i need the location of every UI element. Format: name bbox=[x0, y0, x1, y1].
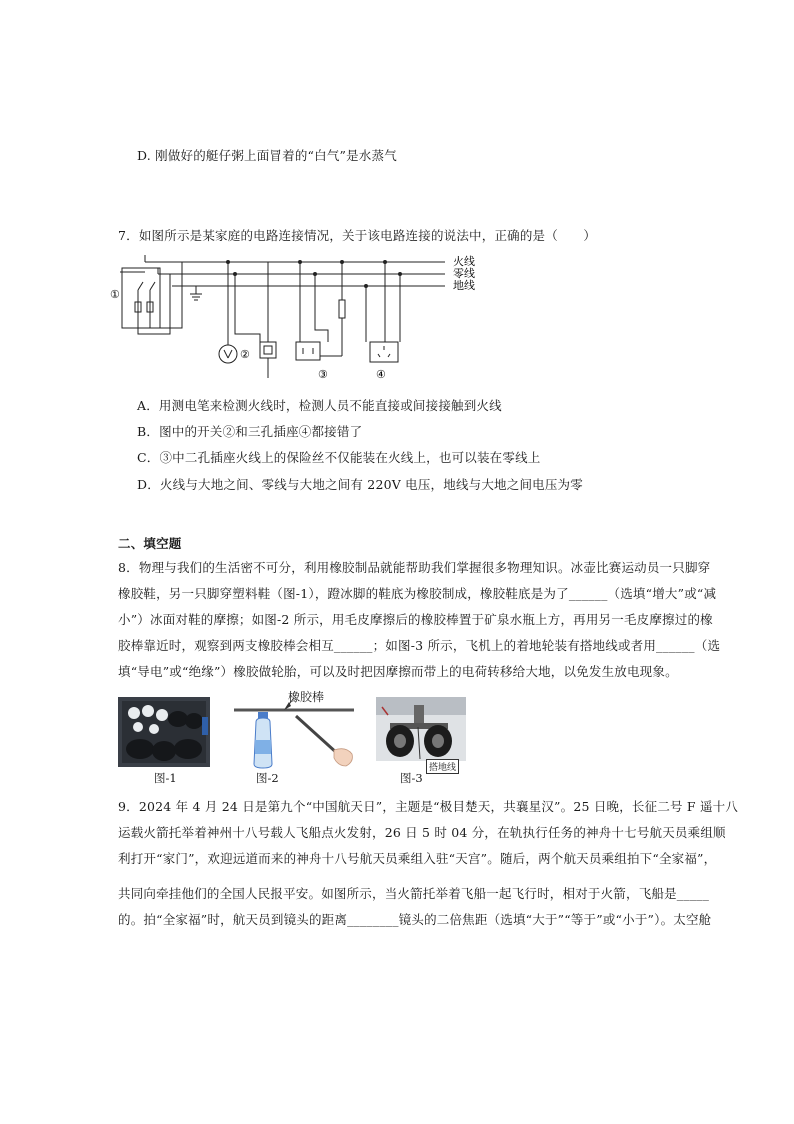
q7-option-a: A．用测电笔来检测火线时，检测人员不能直接或间接接触到火线 bbox=[137, 398, 502, 413]
q9-line-2: 运载火箭托举着神州十八号载人飞船点火发射，26 日 5 时 04 分，在轨执行任务的神舟十七号航天员乘组顺 bbox=[118, 825, 726, 840]
fig3-landing-gear-photo bbox=[376, 697, 466, 761]
earth-wire-label: 地线 bbox=[453, 279, 475, 292]
q8-line-4: 胶棒靠近时，观察到两支橡胶棒会相互______；如图-3 所示，飞机上的着地轮装有搭地线或者用______（选 bbox=[118, 638, 721, 653]
q6-option-d: D. 刚做好的艇仔粥上面冒着的“白气”是水蒸气 bbox=[137, 148, 397, 163]
fig2-rod-label: 橡胶棒 bbox=[288, 690, 325, 704]
live-wire-label: 火线 bbox=[453, 255, 475, 268]
fig2-caption: 图-2 bbox=[256, 771, 279, 785]
q7-option-b: B．图中的开关②和三孔插座④都接错了 bbox=[137, 424, 363, 439]
q7-stem: 7．如图所示是某家庭的电路连接情况，关于该电路连接的说法中，正确的是（ ） bbox=[118, 228, 597, 243]
q7-option-c: C．③中二孔插座火线上的保险丝不仅能装在火线上，也可以装在零线上 bbox=[137, 450, 541, 465]
marker-3: ③ bbox=[318, 368, 328, 380]
q8-line-1: 8．物理与我们的生活密不可分，利用橡胶制品就能帮助我们掌握很多物理知识。冰壶比赛运动员一只脚穿 bbox=[118, 560, 711, 575]
q8-line-3: 小”）冰面对鞋的摩擦；如图-2 所示，用毛皮摩擦后的橡胶棒置于矿泉水瓶上方，再用另一毛皮摩擦过的橡 bbox=[118, 612, 713, 627]
q9-line-4: 共同向牵挂他们的全国人民报平安。如图所示，当火箭托举着飞船一起飞行时，相对于火箭，飞船是_____ bbox=[118, 886, 710, 901]
fig3-caption: 图-3 bbox=[400, 771, 423, 785]
marker-4: ④ bbox=[376, 368, 386, 380]
q9-line-3: 利打开“家门”，欢迎远道而来的神舟十八号航天员乘组入驻“天宫”。随后，两个航天员乘组拍下“全家福”， bbox=[118, 851, 717, 866]
q9-line-1: 9．2024 年 4 月 24 日是第九个“中国航天日”，主题是“极目楚天，共襄星汉”。25 日晚，长征二号 F 遥十八 bbox=[118, 799, 739, 814]
q8-line-5: 填“导电”或“绝缘”）橡胶做轮胎，可以及时把因摩擦而带上的电荷转移给大地，以免发生放电现象。 bbox=[118, 664, 678, 679]
fig3-ground-wire-label: 搭地线 bbox=[426, 759, 459, 774]
q7-option-d: D．火线与大地之间、零线与大地之间有 220V 电压，地线与大地之间电压为零 bbox=[137, 477, 583, 492]
q9-line-5: 的。拍“全家福”时，航天员到镜头的距离________镜头的二倍焦距（选填“大于”“等于”或“小于”）。太空舱 bbox=[118, 912, 712, 927]
neutral-wire-label: 零线 bbox=[453, 267, 475, 280]
fig1-caption: 图-1 bbox=[154, 771, 177, 785]
circuit-diagram bbox=[110, 250, 490, 380]
q8-line-2: 橡胶鞋，另一只脚穿塑料鞋（图-1），蹬冰脚的鞋底为橡胶制成，橡胶鞋底是为了______（选填“增大”或“减 bbox=[118, 586, 717, 601]
marker-2: ② bbox=[240, 348, 250, 361]
section-title: 二、填空题 bbox=[118, 536, 182, 551]
marker-1: ① bbox=[110, 288, 120, 301]
fig1-shoes-photo bbox=[118, 697, 210, 767]
